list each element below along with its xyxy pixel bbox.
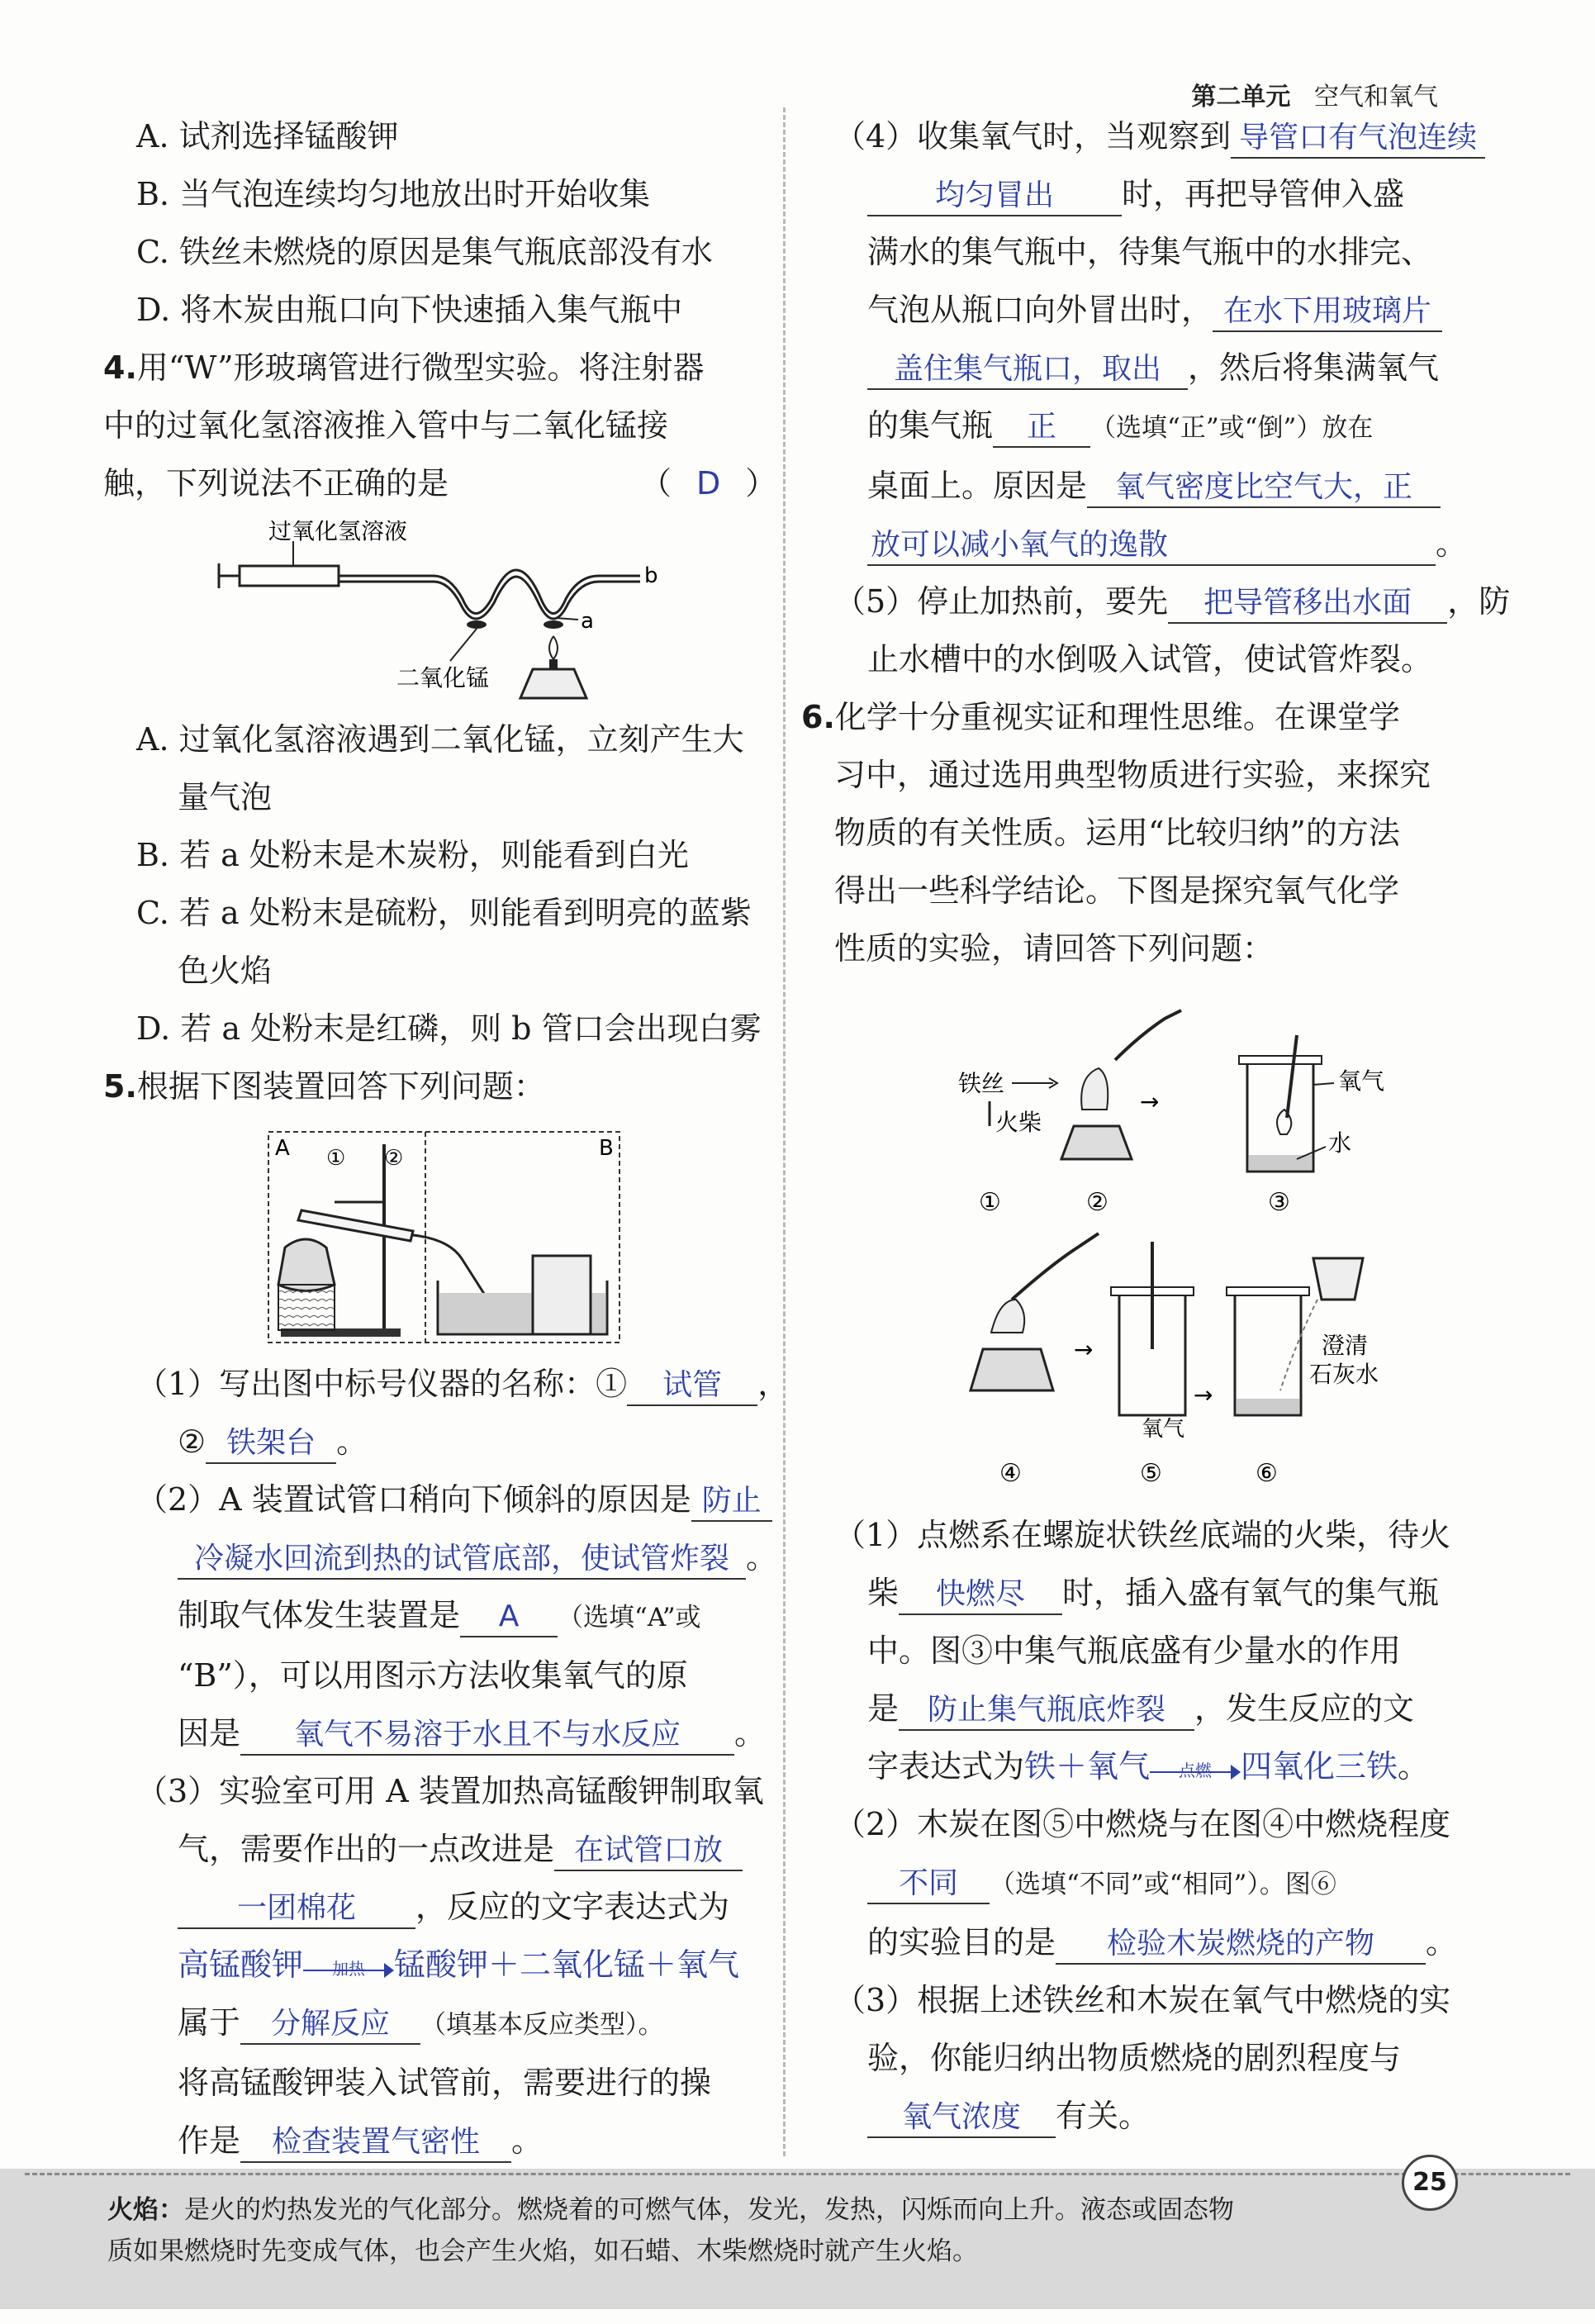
q5-answer-orientation-reason-b: 放可以减小氧气的逸散 bbox=[867, 526, 1436, 566]
label-limewater-2: 石灰水 bbox=[1309, 1361, 1379, 1388]
footer-note bbox=[107, 2189, 1396, 2272]
arrow-4-5: → bbox=[1074, 1336, 1094, 1363]
q5-p4-line4-a: 气泡从瓶口向外冒出时， bbox=[867, 292, 1213, 328]
label-limewater-1: 澄清 bbox=[1322, 1332, 1369, 1359]
q6-p3-line3-b: 有关。 bbox=[1056, 2098, 1151, 2134]
q5-p3-line3-b: ，反应的文字表达式为 bbox=[415, 1889, 730, 1925]
q6-eq-right: 四氧化三铁 bbox=[1241, 1748, 1398, 1785]
q4-option-c-line1: C. 若 a 处粉末是硫粉，则能看到明亮的蓝紫 bbox=[136, 895, 752, 931]
q5-p1-two: ② bbox=[178, 1423, 206, 1460]
footer-border bbox=[25, 2173, 1570, 2175]
q5-answer-cover-b: 盖住集气瓶口，取出 bbox=[867, 350, 1188, 390]
q6-p1-line5 bbox=[834, 1737, 1487, 1795]
q6-stem-line-2: 习中，通过选用典型物质进行实验，来探究 bbox=[834, 757, 1431, 793]
label-fig-1: ① bbox=[979, 1188, 1001, 1217]
q5-answer-orientation: 正 bbox=[993, 408, 1090, 448]
label-circled-2: ② bbox=[384, 1146, 404, 1171]
label-circled-1: ① bbox=[326, 1146, 346, 1171]
q6-stem-line-1 bbox=[801, 688, 1487, 746]
q6-p1-line4-a: 是 bbox=[867, 1690, 900, 1727]
q5-eq-right: 锰酸钾＋二氧化锰＋氧气 bbox=[394, 1946, 740, 1983]
q5-answer-instrument-1: 试管 bbox=[627, 1366, 757, 1406]
q5-p3-line2 bbox=[103, 1820, 764, 1878]
label-fig-4: ④ bbox=[999, 1459, 1022, 1488]
q5-answer-tilt-reason-a: 防止 bbox=[691, 1482, 772, 1522]
q6-p1-line2-a: 柴 bbox=[867, 1575, 900, 1611]
q4-option-a-line2: 量气泡 bbox=[178, 779, 273, 815]
label-oxygen: 氧气 bbox=[1338, 1067, 1385, 1095]
q6-stem-line-5: 性质的实验，请回答下列问题： bbox=[834, 930, 1275, 967]
arrow-1-2: → bbox=[1140, 1088, 1160, 1115]
q5-p2-line2 bbox=[103, 1528, 778, 1586]
q4-stem-text-1: 用“W”形玻璃管进行微型实验。将注射器 bbox=[136, 349, 705, 386]
q5-p5-line1-b: ，防 bbox=[1447, 583, 1511, 620]
q5-p3-line6: 将高锰酸钾装入试管前，需要进行的操 bbox=[178, 2065, 712, 2101]
q4-paren-open: （ bbox=[640, 465, 672, 501]
footer-line-2: 质如果燃烧时先变成气体，也会产生火焰，如石蜡、木柴燃烧时就产生火焰。 bbox=[107, 2236, 978, 2266]
q6-p2-line3-a: 的实验目的是 bbox=[867, 1924, 1056, 1960]
q6-answer-timing: 快燃尽 bbox=[899, 1575, 1062, 1615]
q5-answer-improvement-a: 在试管口放 bbox=[554, 1832, 743, 1871]
q5-p4-line8-b: 。 bbox=[1436, 525, 1468, 562]
q6-eq-condition: 点燃 bbox=[1179, 1760, 1213, 1780]
q5-p2-line3-a: 制取气体发生装置是 bbox=[178, 1597, 461, 1633]
q5-p1-end: 。 bbox=[336, 1423, 368, 1460]
q5-p4-line7-a: 桌面上。原因是 bbox=[867, 468, 1088, 504]
q5-stem-text: 根据下图装置回答下列问题： bbox=[136, 1068, 545, 1105]
q5-p3-line7-a: 作是 bbox=[178, 2122, 241, 2159]
q4-stem-line-1 bbox=[103, 339, 764, 397]
q5-answer-orientation-reason-a: 氧气密度比空气大，正 bbox=[1087, 468, 1441, 508]
q5-p3-line3 bbox=[103, 1878, 764, 1936]
q5-p3-line5 bbox=[103, 1994, 764, 2054]
q4-paren-close: ） bbox=[745, 465, 777, 501]
q4-option-b: B. 若 a 处粉末是木炭粉，则能看到白光 bbox=[136, 837, 689, 873]
q6-p1-line5-a: 字表达式为 bbox=[867, 1748, 1025, 1785]
q5-p2-line1 bbox=[103, 1471, 764, 1528]
q5-p1-line2 bbox=[103, 1413, 764, 1471]
label-oxygen-2: 氧气 bbox=[1142, 1417, 1185, 1442]
q5-eq-condition: 加热 bbox=[332, 1958, 366, 1979]
q4-stem-line-2: 中的过氧化氢溶液推入管中与二氧化锰接 bbox=[103, 407, 669, 444]
page-number: 25 bbox=[1402, 2155, 1458, 2211]
q5-p1-text: （1）写出图中标号仪器的名称：① bbox=[136, 1366, 628, 1402]
q6-p1-line1: （1）点燃系在螺旋状铁丝底端的火柴，待火 bbox=[834, 1517, 1451, 1553]
footer-text-1: 是火的灼热发光的气化部分。燃烧着的可燃气体，发光，发热，闪烁而向上升。液态或固态物 bbox=[184, 2195, 1234, 2225]
q6-p2-line2-b: （选填“不同”或“相同”）。图⑥ bbox=[990, 1870, 1336, 1899]
header-title: 空气和氧气 bbox=[1314, 83, 1438, 112]
q6-answer-factor: 氧气浓度 bbox=[867, 2098, 1056, 2138]
q5-p3-line7-b: 。 bbox=[511, 2122, 544, 2159]
q6-p1-line2-b: 时，插入盛有氧气的集气瓶 bbox=[1062, 1575, 1440, 1611]
q6-p2-line3 bbox=[834, 1913, 1487, 1971]
q4-number: 4. bbox=[103, 349, 137, 386]
right-column bbox=[801, 107, 1511, 2145]
q5-p4-line5 bbox=[834, 339, 1487, 397]
q6-p1-line4 bbox=[834, 1680, 1487, 1737]
q3-option-a: A. 试剂选择锰酸钾 bbox=[136, 118, 399, 154]
q5-answer-operation: 检查装置气密性 bbox=[240, 2123, 511, 2163]
label-water: 水 bbox=[1328, 1129, 1352, 1157]
q5-answer-improvement-b: 一团棉花 bbox=[178, 1889, 415, 1929]
q5-eq-arrow bbox=[303, 1951, 394, 1984]
q6-stem-line-4: 得出一些科学结论。下图是探究氧气化学 bbox=[834, 872, 1400, 909]
q5-p4-line5-b: ，然后将集满氧气 bbox=[1188, 349, 1440, 386]
q5-p2-line3-b: （选填“A”或 bbox=[558, 1603, 701, 1633]
q6-figure bbox=[834, 986, 1487, 1498]
q3-option-b: B. 当气泡连续均匀地放出时开始收集 bbox=[136, 176, 651, 212]
label-h2o2: 过氧化氢溶液 bbox=[268, 520, 408, 544]
q5-figure bbox=[103, 1124, 764, 1347]
label-a: a bbox=[581, 609, 594, 634]
label-fig-5: ⑤ bbox=[1140, 1459, 1162, 1488]
combustion-experiments-diagram bbox=[834, 986, 1487, 1498]
q5-answer-reaction-type: 分解反应 bbox=[240, 2005, 420, 2045]
q6-stem-text-1: 化学十分重视实证和理性思维。在课堂学 bbox=[834, 699, 1400, 735]
label-B: B bbox=[599, 1136, 614, 1161]
left-column bbox=[103, 107, 790, 2170]
column-divider bbox=[783, 107, 786, 2156]
q5-eq-left: 高锰酸钾 bbox=[178, 1946, 304, 1983]
q6-answer-purpose: 检验木炭燃烧的产物 bbox=[1056, 1925, 1426, 1965]
q6-p3-line2: 验，你能归纳出物质燃烧的剧烈程度与 bbox=[867, 2040, 1402, 2076]
q3-option-c: C. 铁丝未燃烧的原因是集气瓶底部没有水 bbox=[136, 234, 713, 270]
label-fig-6: ⑥ bbox=[1256, 1459, 1278, 1488]
label-fig-2: ② bbox=[1086, 1188, 1108, 1217]
q5-stem bbox=[103, 1057, 764, 1115]
q6-eq-arrow bbox=[1150, 1753, 1241, 1786]
q4-answer: D bbox=[696, 465, 721, 501]
label-iron-wire: 铁丝 bbox=[958, 1070, 1005, 1097]
q5-p4-line6-a: 的集气瓶 bbox=[867, 407, 994, 444]
q5-p4-line4 bbox=[834, 281, 1487, 339]
label-fig-3: ③ bbox=[1268, 1188, 1290, 1217]
q5-p2-line3 bbox=[103, 1586, 764, 1647]
q5-p3-equation bbox=[103, 1936, 764, 1994]
q5-p2-line5 bbox=[103, 1704, 767, 1762]
arrow-5-6: → bbox=[1194, 1381, 1213, 1409]
q4-option-a-line1: A. 过氧化氢溶液遇到二氧化锰，立刻产生大 bbox=[136, 721, 744, 758]
q5-p2-line5-a: 因是 bbox=[178, 1715, 241, 1751]
footer-keyword: 火焰： bbox=[107, 2195, 184, 2225]
q4-answer-paren bbox=[640, 454, 776, 512]
q5-p3-line1: （3）实验室可用 A 装置加热高锰酸钾制取氧 bbox=[136, 1773, 764, 1809]
q5-p4-line8 bbox=[834, 515, 1487, 573]
q6-p3-line3 bbox=[834, 2087, 1487, 2145]
q6-stem-line-3: 物质的有关性质。运用“比较归纳”的方法 bbox=[834, 815, 1400, 851]
q4-stem-text-3: 触，下列说法不正确的是 bbox=[103, 465, 449, 501]
q4-option-d: D. 若 a 处粉末是红磷，则 b 管口会出现白雾 bbox=[136, 1010, 762, 1047]
q5-number: 5. bbox=[103, 1068, 137, 1105]
q4-option-c-line2: 色火焰 bbox=[178, 953, 273, 989]
q5-p4-line7 bbox=[834, 457, 1487, 515]
q6-answer-compare: 不同 bbox=[867, 1865, 990, 1904]
apparatus-diagram bbox=[103, 1124, 764, 1347]
q6-p3-line1: （3）根据上述铁丝和木炭在氧气中燃烧的实 bbox=[834, 1982, 1451, 2018]
q5-p2-line5-b: 。 bbox=[734, 1715, 767, 1751]
q5-p4-line6-b: （选填“正”或“倒”）放在 bbox=[1090, 413, 1374, 443]
q5-p2-text: （2）A 装置试管口稍向下倾斜的原因是 bbox=[136, 1481, 691, 1518]
q6-p1-line3: 中。图③中集气瓶底盛有少量水的作用 bbox=[867, 1633, 1402, 1669]
q6-eq-left: 铁＋氧气 bbox=[1024, 1748, 1151, 1785]
q5-p5-line2: 止水槽中的水倒吸入试管，使试管炸裂。 bbox=[867, 641, 1433, 677]
q5-p3-line2-a: 气，需要作出的一点改进是 bbox=[178, 1831, 555, 1867]
q5-answer-tilt-reason-b: 冷凝水回流到热的试管底部，使试管炸裂 bbox=[178, 1540, 746, 1580]
label-match: 火柴 bbox=[995, 1109, 1042, 1136]
q5-p4-line1-a: （4）收集氧气时，当观察到 bbox=[834, 118, 1232, 154]
q6-p1-line2 bbox=[834, 1564, 1487, 1622]
q6-p2-line1: （2）木炭在图⑤中燃烧与在图④中燃烧程度 bbox=[834, 1806, 1451, 1842]
q5-p1-comma: ， bbox=[757, 1366, 790, 1402]
q4-stem-line-3 bbox=[103, 454, 777, 512]
q6-answer-water-role: 防止集气瓶底炸裂 bbox=[899, 1691, 1194, 1731]
q5-p4-line2 bbox=[834, 165, 1487, 223]
q5-p4-line6 bbox=[834, 397, 1487, 457]
q5-p4-line1 bbox=[834, 107, 1487, 165]
q5-answer-observe-b: 均匀冒出 bbox=[867, 177, 1122, 216]
q5-answer-instrument-2: 铁架台 bbox=[206, 1424, 336, 1464]
q5-p3-line7 bbox=[103, 2112, 764, 2170]
q3-option-d: D. 将木炭由瓶口向下快速插入集气瓶中 bbox=[136, 292, 683, 328]
footer-line-1 bbox=[107, 2189, 1396, 2231]
q5-p4-line2-b: 时，再把导管伸入盛 bbox=[1122, 176, 1405, 212]
header-unit: 第二单元 bbox=[1191, 83, 1291, 112]
q4-figure bbox=[103, 520, 764, 702]
q5-p2-end: 。 bbox=[746, 1539, 778, 1575]
q6-p2-line3-b: 。 bbox=[1426, 1924, 1458, 1960]
q5-answer-observe-a: 导管口有气泡连续 bbox=[1231, 119, 1485, 159]
q5-answer-collection-reason: 氧气不易溶于水且不与水反应 bbox=[240, 1716, 734, 1756]
q5-answer-cover-a: 在水下用玻璃片 bbox=[1213, 292, 1442, 332]
q6-number: 6. bbox=[801, 699, 835, 735]
q6-p1-line5-b: 。 bbox=[1398, 1748, 1430, 1785]
q5-p2-line4: “B”），可以用图示方法收集氧气的原 bbox=[178, 1657, 688, 1694]
q5-p5-line1 bbox=[834, 573, 1511, 630]
label-A: A bbox=[275, 1136, 290, 1161]
q5-answer-before-stop: 把导管移出水面 bbox=[1168, 584, 1447, 624]
q5-answer-generator: A bbox=[460, 1598, 558, 1637]
q5-p1-line1 bbox=[103, 1355, 790, 1413]
label-mno2: 二氧化锰 bbox=[396, 664, 490, 691]
label-b: b bbox=[644, 563, 658, 588]
q6-p2-line2 bbox=[834, 1853, 1487, 1913]
q5-p5-line1-a: （5）停止加热前，要先 bbox=[834, 583, 1169, 620]
q5-p3-line5-a: 属于 bbox=[178, 2004, 241, 2041]
q5-p3-line5-b: （填基本反应类型）。 bbox=[420, 2010, 664, 2040]
w-tube-diagram bbox=[103, 520, 764, 702]
q6-p1-line4-b: ，发生反应的文 bbox=[1194, 1690, 1415, 1727]
q5-p4-line3: 满水的集气瓶中，待集气瓶中的水排完、 bbox=[867, 234, 1433, 270]
